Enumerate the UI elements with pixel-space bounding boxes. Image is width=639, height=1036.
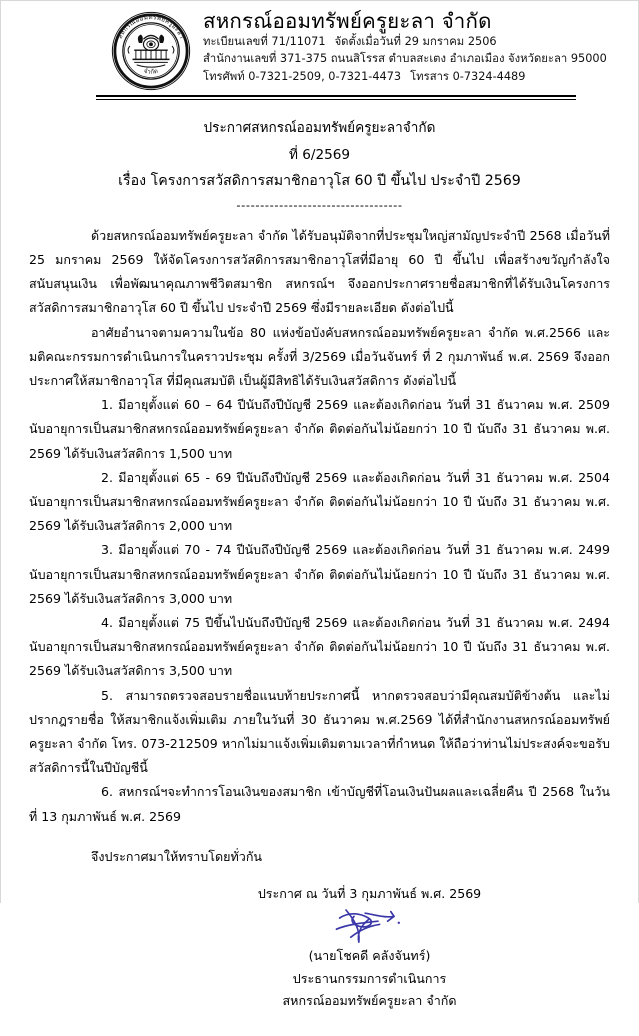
announcement-date: ประกาศ ณ วันที่ 3 กุมภาพันธ์ พ.ศ. 2569	[257, 886, 482, 902]
telephone: โทรศัพท์ 0-7321-2509, 0-7321-4473	[203, 69, 402, 83]
clause-item-2: 2. มีอายุตั้งแต่ 65 - 69 ปีนับถึงปีบัญชี 2569 และต้องเกิดก่อน วันที่ 31 ธันวาคม พ.ศ. 2504 นับอายุการเป็นสมาชิกสหกรณ์ออมทรัพย์ครูยะลา จำกัด ติดต่อกันไม่น้อยกว่า 10 ปี นับถึง 31 ธันวาคม พ.ศ. 2569 ได้รับเงินสวัสดิการ 2,000 บาท	[29, 469, 610, 534]
establishment-date: จัดตั้งเมื่อวันที่ 29 มกราคม 2506	[334, 35, 497, 49]
handwritten-signature-icon	[322, 905, 418, 947]
registration-line	[203, 33, 607, 50]
clause-item-3: 3. มีอายุตั้งแต่ 70 - 74 ปีนับถึงปีบัญชี 2569 และต้องเกิดก่อน วันที่ 31 ธันวาคม พ.ศ. 2499 นับอายุการเป็นสมาชิกสหกรณ์ออมทรัพย์ครูยะลา จำกัด ติดต่อกันไม่น้อยกว่า 10 ปี นับถึง 31 ธันวาคม พ.ศ. 2569 ได้รับเงินสวัสดิการ 3,000 บาท	[29, 542, 610, 606]
phone-line	[203, 68, 607, 85]
divider-thin-rule	[96, 99, 576, 100]
bottom-spacer	[1, 1012, 638, 1036]
svg-text:สหกรณ์ออมทรัพย์ครูยะลา: สหกรณ์ออมทรัพย์ครูยะลา	[115, 13, 187, 40]
organization-block	[197, 7, 607, 85]
paragraph-intro: ด้วยสหกรณ์ออมทรัพย์ครูยะลา จำกัด ได้รับอนุมัติจากที่ประชุมใหญ่สามัญประจำปี 2568 เมื่อวันที่ 25 มกราคม 2569 ให้จัดโครงการสวัสดิการสมาชิกอาวุโสที่มีอายุ 60 ปี ขึ้นไป เพื่อสร้างขวัญกำลังใจ สนับสนุนเงิน เพื่อพัฒนาคุณภาพชีวิตสมาชิก สหกรณ์ฯ จึงออกประกาศรายชื่อสมาชิกที่ได้รับเงินโครงการสวัสดิการสมาชิกอาวุโส 60 ปี ขึ้นไป ประจำปี 2569 ซึ่งมีรายละเอียด ดังต่อไปนี้	[29, 227, 610, 316]
clause-item-5: 5. สามารถตรวจสอบรายชื่อแนบท้ายประกาศนี้ หากตรวจสอบว่ามีคุณสมบัติข้างต้น และไม่ปรากฎรายชื่อ ให้สมาชิกแจ้งเพิ่มเติม ภายในวันที่ 30 ธันวาคม พ.ศ.2569 ได้ที่สำนักงานสหกรณ์ออมทรัพย์ครูยะลา จำกัด โทร. 073-212509 หากไม่มาแจ้งเพิ่มเติมตามเวลาที่กำหนด ให้ถือว่าท่านไม่ประสงค์จะขอรับสวัสดิการนี้ในปีบัญชีนี้	[29, 687, 610, 776]
letterhead	[105, 1, 638, 93]
signer-organization: สหกรณ์ออมทรัพย์ครูยะลา จำกัด	[282, 993, 457, 1009]
clause-item-6: 6. สหกรณ์ฯจะทำการโอนเงินของสมาชิก เข้าบัญชีที่โอนเงินปันผลและเฉลี่ยคืน ปี 2568 ในวันที่ 13 กุมภาพันธ์ พ.ศ. 2569	[29, 784, 610, 824]
announcement-subject: เรื่อง โครงการสวัสดิการสมาชิกอาวุโส 60 ปี ขึ้นไป ประจำปี 2569	[118, 173, 521, 189]
document-body	[29, 224, 610, 829]
registration-number: ทะเบียนเลขที่ 71/11071	[203, 35, 326, 49]
svg-text:จำกัด: จำกัด	[143, 67, 159, 76]
seal-container	[105, 7, 197, 93]
paragraph-authority: อาศัยอำนาจตามความในข้อ 80 แห่งข้อบังคับสหกรณ์ออมทรัพย์ครูยะลา จำกัด พ.ศ.2566 และมติคณะกรรมการดำเนินการในคราวประชุม ครั้งที่ 3/2569 เมื่อวันจันทร์ ที่ 2 กุมภาพันธ์ พ.ศ. 2569 จึงออกประกาศให้สมาชิกอาวุโส ที่มีคุณสมบัติ เป็นผู้มีสิทธิได้รับเงินสวัสดิการ ดังต่อไปนี้	[29, 324, 610, 388]
title-block	[1, 115, 638, 213]
signature-block	[1, 883, 638, 1012]
clause-item-4: 4. มีอายุตั้งแต่ 75 ปีขึ้นไปนับถึงปีบัญชี 2569 และต้องเกิดก่อน วันที่ 31 ธันวาคม พ.ศ. 2494 นับอายุการเป็นสมาชิกสหกรณ์ออมทรัพย์ครูยะลา จำกัด ติดต่อกันไม่น้อยกว่า 10 ปี นับถึง 31 ธันวาคม พ.ศ. 2569 ได้รับเงินสวัสดิการ 3,500 บาท	[29, 615, 610, 679]
address-line: สำนักงานเลขที่ 371-375 ถนนสิโรรส ตำบลสะเตง อำเภอเมือง จังหวัดยะลา 95000	[203, 52, 607, 66]
fax: โทรสาร 0-7324-4489	[410, 69, 526, 83]
cooperative-seal-icon	[109, 9, 193, 93]
closing-statement: จึงประกาศมาให้ทราบโดยทั่วกัน	[91, 848, 262, 864]
header-divider	[96, 95, 576, 100]
organization-name: สหกรณ์ออมทรัพย์ครูยะลา จำกัด	[203, 9, 492, 33]
title-separator: -----------------------------------	[236, 197, 403, 212]
clause-item-1: 1. มีอายุตั้งแต่ 60 – 64 ปีนับถึงปีบัญชี 2569 และต้องเกิดก่อน วันที่ 31 ธันวาคม พ.ศ. 2509 นับอายุการเป็นสมาชิกสหกรณ์ออมทรัพย์ครูยะลา จำกัด ติดต่อกันไม่น้อยกว่า 10 ปี นับถึง 31 ธันวาคม พ.ศ. 2569 ได้รับเงินสวัสดิการ 1,500 บาท	[29, 397, 610, 461]
announcement-number: ที่ 6/2569	[288, 146, 351, 163]
page-title: ประกาศสหกรณ์ออมทรัพย์ครูยะลาจำกัด	[203, 120, 436, 136]
signer-name: (นายโชคดี คลังจันทร์)	[308, 948, 431, 964]
signer-position: ประธานกรรมการดำเนินการ	[292, 970, 447, 986]
